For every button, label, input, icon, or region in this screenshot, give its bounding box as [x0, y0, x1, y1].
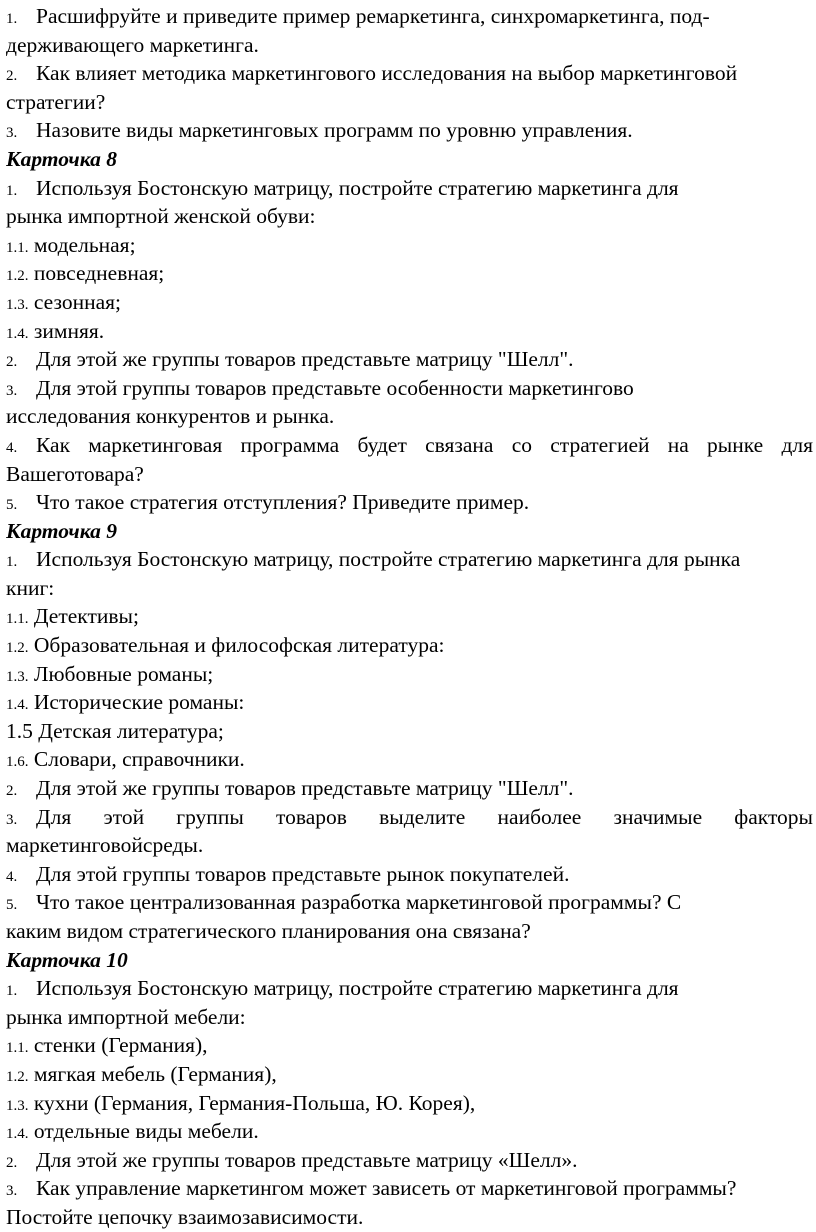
item-number: 1.2. — [6, 640, 29, 657]
question-line — [6, 374, 813, 403]
line-text: книг: — [6, 575, 55, 600]
continuation-line — [6, 202, 813, 231]
line-text: держивающего маркетинга. — [6, 32, 259, 57]
question-line — [6, 1146, 813, 1175]
continuation-line — [6, 574, 813, 603]
continuation-line — [6, 31, 813, 60]
line-text: Карточка 8 — [6, 146, 117, 171]
item-number: 2. — [6, 354, 18, 371]
line-text: Что такое стратегия отступления? Приведите пример. — [36, 490, 530, 515]
sub-item-line — [6, 602, 813, 631]
line-text: Как управление маркетингом может зависеть от маркетинговой программы? — [36, 1176, 737, 1201]
line-text: рынка импортной женской обуви: — [6, 204, 316, 229]
line-text: Для этой же группы товаров представьте матрицу «Шелл». — [36, 1147, 578, 1172]
line-text: Расшифруйте и приведите пример ремаркетинга, синхромаркетинга, под- — [36, 4, 710, 28]
line-text: Для этой группы товаров представьте особенности маркетингово — [36, 375, 634, 400]
item-number: 3. — [6, 1183, 18, 1200]
item-number: 1.2. — [6, 1068, 29, 1085]
line-text: стратегии? — [6, 89, 106, 114]
question-line — [6, 803, 813, 832]
item-number: 3. — [6, 382, 18, 399]
line-text: Образовательная и философская литература: — [33, 633, 445, 658]
sub-item-line — [6, 288, 813, 317]
continuation-line — [6, 717, 813, 746]
question-line — [6, 888, 813, 917]
continuation-line — [6, 402, 813, 431]
card-heading — [6, 145, 813, 174]
item-number: 2. — [6, 1154, 18, 1171]
line-text: кухни (Германия, Германия-Польша, Ю. Корея), — [33, 1090, 476, 1115]
line-text: Любовные романы; — [33, 661, 214, 686]
sub-item-line — [6, 1031, 813, 1060]
line-text: зимняя. — [33, 318, 105, 343]
item-number: 1.3. — [6, 1097, 29, 1114]
item-number: 5. — [6, 897, 18, 914]
line-text: Что такое централизованная разработка маркетинговой программы? С — [36, 890, 682, 915]
question-line — [6, 2, 813, 31]
line-text: Используя Бостонскую матрицу, постройте стратегию маркетинга для — [36, 175, 679, 200]
question-line — [6, 431, 813, 460]
line-text: Как влияет методика маркетингового исследования на выбор маркетинговой — [36, 61, 738, 86]
question-line — [6, 116, 813, 145]
item-number: 1.4. — [6, 325, 29, 342]
question-line — [6, 974, 813, 1003]
sub-item-line — [6, 1060, 813, 1089]
line-text: Используя Бостонскую матрицу, постройте стратегию маркетинга для — [36, 976, 679, 1001]
line-text: Для этой группы товаров представьте рынок покупателей. — [36, 861, 570, 886]
line-text: Карточка 10 — [6, 947, 128, 972]
item-number: 1. — [6, 554, 18, 571]
line-text: Детективы; — [33, 604, 139, 629]
item-number: 1.4. — [6, 697, 29, 714]
line-text: Исторические романы: — [33, 690, 245, 715]
item-number: 1. — [6, 983, 18, 1000]
item-number: 1.6. — [6, 754, 29, 771]
line-text: Вашеготовара? — [6, 461, 144, 486]
line-text: мягкая мебель (Германия), — [33, 1061, 277, 1086]
sub-item-line — [6, 631, 813, 660]
continuation-line — [6, 831, 813, 860]
line-text: Для этой же группы товаров представьте матрицу "Шелл". — [36, 776, 574, 801]
item-number: 1.1. — [6, 1040, 29, 1057]
item-number: 3. — [6, 125, 18, 142]
question-line — [6, 59, 813, 88]
item-number: 1.4. — [6, 1126, 29, 1143]
line-text: исследования конкурентов и рынка. — [6, 404, 335, 429]
question-line — [6, 545, 813, 574]
continuation-line — [6, 88, 813, 117]
continuation-line — [6, 917, 813, 946]
line-text: Используя Бостонскую матрицу, постройте стратегию маркетинга для рынка — [36, 547, 741, 572]
sub-item-line — [6, 745, 813, 774]
item-number: 1.3. — [6, 668, 29, 685]
sub-item-line — [6, 1089, 813, 1118]
line-text: Словари, справочники. — [33, 747, 245, 772]
item-number: 5. — [6, 497, 18, 514]
question-line — [6, 774, 813, 803]
question-line — [6, 860, 813, 889]
item-number: 1. — [6, 11, 18, 27]
question-line — [6, 1174, 813, 1203]
line-text: Постойте цепочку взаимозависимости. — [6, 1204, 364, 1229]
sub-item-line — [6, 259, 813, 288]
line-text: каким видом стратегического планирования она связана? — [6, 919, 531, 943]
line-text: рынка импортной мебели: — [6, 1004, 246, 1029]
item-number: 2. — [6, 68, 18, 85]
question-line — [6, 345, 813, 374]
item-number: 4. — [6, 439, 18, 456]
card-heading — [6, 946, 813, 975]
item-number: 3. — [6, 811, 18, 828]
line-text: Назовите виды маркетинговых программ по уровню управления. — [36, 118, 633, 143]
question-line — [6, 488, 813, 517]
line-text: Для этой же группы товаров представьте матрицу "Шелл". — [36, 347, 574, 372]
item-number: 1.1. — [6, 239, 29, 256]
sub-item-line — [6, 660, 813, 689]
card-heading — [6, 517, 813, 546]
sub-item-line — [6, 688, 813, 717]
line-text: Как маркетинговая программа будет связана со стратегией на рынке для — [36, 432, 813, 457]
continuation-line — [6, 460, 813, 489]
line-text: отдельные виды мебели. — [33, 1119, 259, 1144]
sub-item-line — [6, 1117, 813, 1146]
continuation-line — [6, 1003, 813, 1032]
item-number: 1.1. — [6, 611, 29, 628]
item-number: 2. — [6, 783, 18, 800]
line-text: маркетинговойсреды. — [6, 833, 204, 858]
item-number: 4. — [6, 868, 18, 885]
line-text: сезонная; — [33, 289, 122, 314]
line-text: модельная; — [33, 232, 136, 257]
line-text: Для этой группы товаров выделите наиболее значимые факторы — [36, 804, 813, 829]
item-number: 1.3. — [6, 296, 29, 313]
item-number: 1. — [6, 182, 18, 199]
continuation-line — [6, 1203, 813, 1232]
question-line — [6, 174, 813, 203]
line-text: 1.5 Детская литература; — [6, 718, 224, 743]
line-text: Карточка 9 — [6, 518, 117, 543]
line-text: повседневная; — [33, 261, 165, 286]
sub-item-line — [6, 317, 813, 346]
sub-item-line — [6, 231, 813, 260]
line-text: стенки (Германия), — [33, 1033, 208, 1058]
item-number: 1.2. — [6, 268, 29, 285]
